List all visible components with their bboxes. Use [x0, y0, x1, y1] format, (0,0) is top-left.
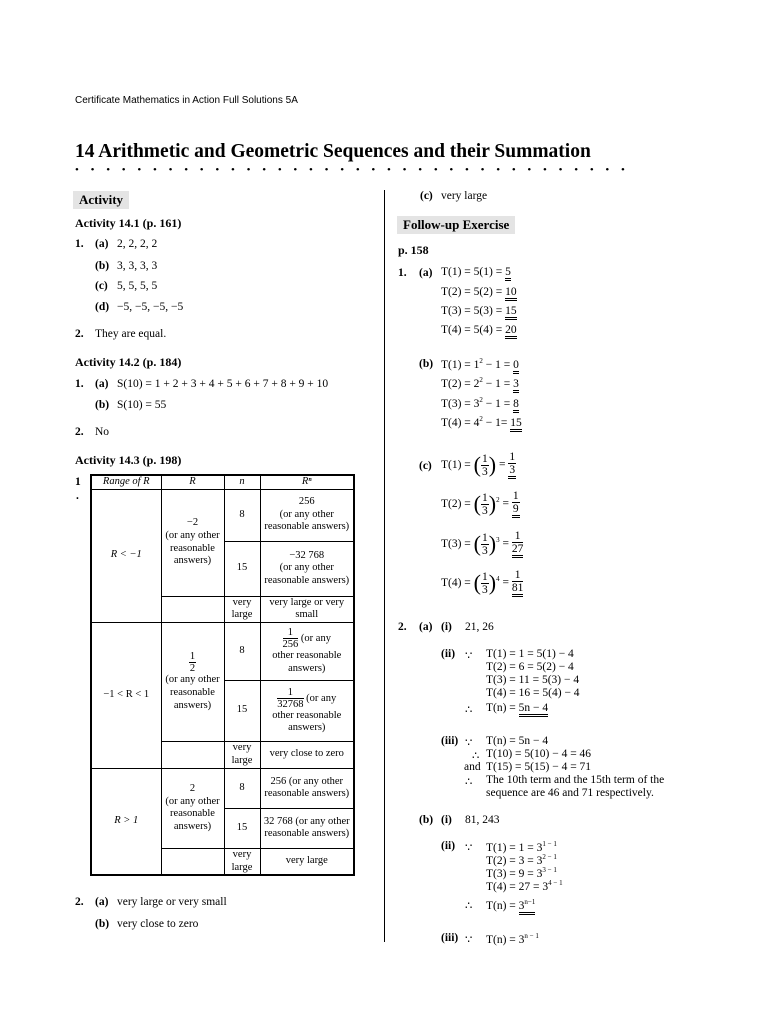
subpart-label: (i): [441, 621, 452, 633]
r-cell: −2 (or any other reasonable answers): [161, 489, 224, 596]
part-label: (b): [419, 358, 434, 370]
n-cell: 15: [224, 680, 260, 741]
rn-cell: 256 (or any other reasonable answers): [260, 489, 354, 541]
answer: 3, 3, 3, 3: [117, 260, 158, 272]
running-header: Certificate Mathematics in Action Full Solutions 5A: [75, 95, 298, 106]
range-cell: −1 < R < 1: [91, 622, 161, 768]
part-label: (a): [419, 621, 433, 633]
header-r: R: [161, 475, 224, 489]
b-ii-result: $T(n) = 3^{n-1}$: [486, 898, 535, 912]
part-label: (b): [95, 918, 110, 930]
answer: very close to zero: [117, 918, 199, 930]
therefore-sign: ∴: [465, 776, 473, 788]
a142-q2: [75, 426, 110, 438]
q1c-line: T(2) = ( $\frac{1}{3}$ )$^2$ = $\frac{1}{9}$: [441, 490, 519, 517]
q1c-line: T(4) = ( $\frac{1}{3}$ )$^4$ = $\frac{1}{81}$: [441, 569, 524, 596]
part-label: (a): [95, 378, 109, 390]
q1a-line: T(4) = 5(4) = 20: [441, 324, 517, 336]
rn-cell: $\frac{1}{32768}$ (or any other reasonable answers): [260, 680, 354, 741]
n-cell: 8: [224, 768, 260, 808]
answer: very large: [441, 190, 488, 202]
range-cell: R < −1: [91, 489, 161, 622]
n-cell: very large: [224, 848, 260, 875]
part-label: (c): [420, 190, 433, 202]
subpart-label: (iii): [441, 735, 459, 747]
answer: S(10) = 1 + 2 + 3 + 4 + 5 + 6 + 7 + 8 + 9 + 10: [117, 378, 329, 390]
a-iii-line: T(10) = 5(10) − 4 = 46: [486, 748, 592, 760]
because-sign: ∵: [465, 737, 473, 749]
q-number: 1.: [75, 378, 84, 390]
part-label: (b): [95, 260, 110, 272]
n-cell: 15: [224, 541, 260, 596]
a-ii-line: T(2) = 6 = 5(2) − 4: [486, 661, 574, 673]
q-number: 2.: [75, 896, 84, 908]
answer: 2, 2, 2, 2: [117, 238, 158, 250]
part-label: (d): [95, 301, 110, 313]
a143-q2b: [95, 918, 199, 930]
a143-q2c: [420, 190, 488, 202]
b-ii-line: $T(1) = 1 = 3^{1 - 1}$: [486, 840, 557, 854]
rn-cell: −32 768 (or any other reasonable answers): [260, 541, 354, 596]
because-sign: ∵: [465, 842, 473, 854]
subpart-label: (ii): [441, 648, 456, 660]
activity-14-1-heading: Activity 14.1 (p. 161): [75, 216, 182, 230]
part-label: (a): [95, 238, 109, 250]
part-label: (c): [95, 280, 108, 292]
q1c-line: T(1) = ( $\frac{1}{3}$ ) = $\frac{1}{3}$: [441, 451, 516, 478]
header-range: Range of R: [91, 475, 161, 489]
chapter-title: 14 Arithmetic and Geometric Sequences and their Summation: [75, 141, 591, 162]
header-n: n: [224, 475, 260, 489]
n-cell: 8: [224, 622, 260, 680]
n-cell: very large: [224, 596, 260, 622]
q1a-line: T(3) = 5(3) = 15: [441, 305, 517, 317]
therefore-sign: ∴: [465, 704, 473, 716]
q-number: 1.: [75, 238, 84, 250]
therefore-sign: ∴: [472, 750, 480, 762]
answer: −5, −5, −5, −5: [117, 301, 184, 313]
rn-cell: very close to zero: [260, 741, 354, 768]
q1b-line: $T(2) = 2^2 - 1 = 3$: [441, 376, 519, 390]
because-sign: ∵: [465, 934, 473, 946]
header-rn: Rⁿ: [260, 475, 354, 489]
table-row: [91, 489, 354, 541]
answer: very large or very small: [117, 896, 227, 908]
page-ref: p. 158: [398, 243, 429, 257]
rn-cell: very large or very small: [260, 596, 354, 622]
part-label: (a): [95, 896, 109, 908]
a-ii-line: T(1) = 1 = 5(1) − 4: [486, 648, 574, 660]
activity-14-3-heading: Activity 14.3 (p. 198): [75, 453, 182, 467]
a-iii-line: sequence are 46 and 71 respectively.: [486, 787, 654, 799]
answer: No: [95, 426, 110, 438]
and-word: and: [464, 761, 481, 773]
n-cell: very large: [224, 741, 260, 768]
answer: S(10) = 55: [117, 399, 167, 411]
rn-cell: very large: [260, 848, 354, 875]
q1c-line: T(3) = ( $\frac{1}{3}$ )$^3$ = $\frac{1}{27}$: [441, 530, 524, 557]
range-table: [90, 474, 355, 876]
a141-q1c: [95, 280, 158, 292]
a-iii-line: T(15) = 5(15) − 4 = 71: [486, 761, 592, 773]
n-cell: 15: [224, 808, 260, 848]
q-number-dot: .: [76, 490, 79, 502]
therefore-sign: ∴: [465, 900, 473, 912]
a-ii-result: T(n) = 5n − 4: [486, 702, 548, 714]
b-iii-line: $T(n) = 3^{n - 1}$: [486, 932, 539, 946]
b-ii-line: $T(4) = 27 = 3^{4 - 1}$: [486, 879, 563, 893]
rn-cell: 256 (or any other reasonable answers): [260, 768, 354, 808]
q-number: 2.: [75, 328, 84, 340]
activity-14-2-heading: Activity 14.2 (p. 184): [75, 355, 182, 369]
table-header-row: [91, 475, 354, 489]
q-number: 1.: [398, 267, 407, 279]
table-row: [91, 622, 354, 680]
q1b-line: $T(3) = 3^2 - 1 = 8$: [441, 396, 519, 410]
subpart-label: (ii): [441, 840, 456, 852]
a141-q1a: [75, 238, 158, 250]
q-number: 1: [75, 476, 81, 488]
a143-q2a: [75, 896, 227, 908]
subpart-label: (i): [441, 814, 452, 826]
a-ii-line: T(4) = 16 = 5(4) − 4: [486, 687, 580, 699]
q-number: 2.: [75, 426, 84, 438]
q1b-line: $T(1) = 1^2 - 1 = 0$: [441, 357, 519, 371]
q1b-line: $T(4) = 4^2 - 1= 15$: [441, 415, 522, 429]
a142-q1b: [95, 399, 167, 411]
part-label: (b): [95, 399, 110, 411]
part-label: (c): [419, 460, 432, 472]
table-row: [91, 768, 354, 808]
answer: 81, 243: [465, 814, 500, 826]
a-iii-line: T(n) = 5n − 4: [486, 735, 549, 747]
answer: They are equal.: [95, 328, 167, 340]
range-cell: R > 1: [91, 768, 161, 875]
a-ii-line: T(3) = 11 = 5(3) − 4: [486, 674, 580, 686]
a142-q1a: [75, 378, 329, 390]
a141-q1d: [95, 301, 184, 313]
answer: 21, 26: [465, 621, 494, 633]
r-cell: $\frac{1}{2}$ (or any other reasonable answers): [161, 622, 224, 741]
rn-cell: 32 768 (or any other reasonable answers): [260, 808, 354, 848]
b-ii-line: $T(2) = 3 = 3^{2 - 1}$: [486, 853, 557, 867]
fraction: $\frac{1}{2}$: [189, 651, 196, 675]
q-number: 2.: [398, 621, 407, 633]
follow-up-heading: Follow-up Exercise: [397, 216, 515, 234]
r-cell: 2 (or any other reasonable answers): [161, 768, 224, 848]
q1a-line: T(2) = 5(2) = 10: [441, 286, 517, 298]
n-cell: 8: [224, 489, 260, 541]
column-divider: [384, 190, 385, 942]
subpart-label: (iii): [441, 932, 459, 944]
q1a-line: T(1) = 5(1) = 5: [441, 266, 511, 278]
title-dot-rule: • • • • • • • • • • • • • • • • • • • • • • • • • • • • • • • • • • • •: [75, 164, 630, 176]
a-iii-line: The 10th term and the 15th term of the: [486, 774, 665, 786]
rn-cell: $\frac{1}{256}$ (or any other reasonable answers): [260, 622, 354, 680]
part-label: (a): [419, 267, 433, 279]
activity-heading: Activity: [73, 191, 129, 209]
a141-q2: [75, 328, 167, 340]
because-sign: ∵: [465, 650, 473, 662]
b-ii-line: $T(3) = 9 = 3^{3 - 1}$: [486, 866, 557, 880]
part-label: (b): [419, 814, 434, 826]
a141-q1b: [95, 260, 158, 272]
answer: 5, 5, 5, 5: [117, 280, 158, 292]
